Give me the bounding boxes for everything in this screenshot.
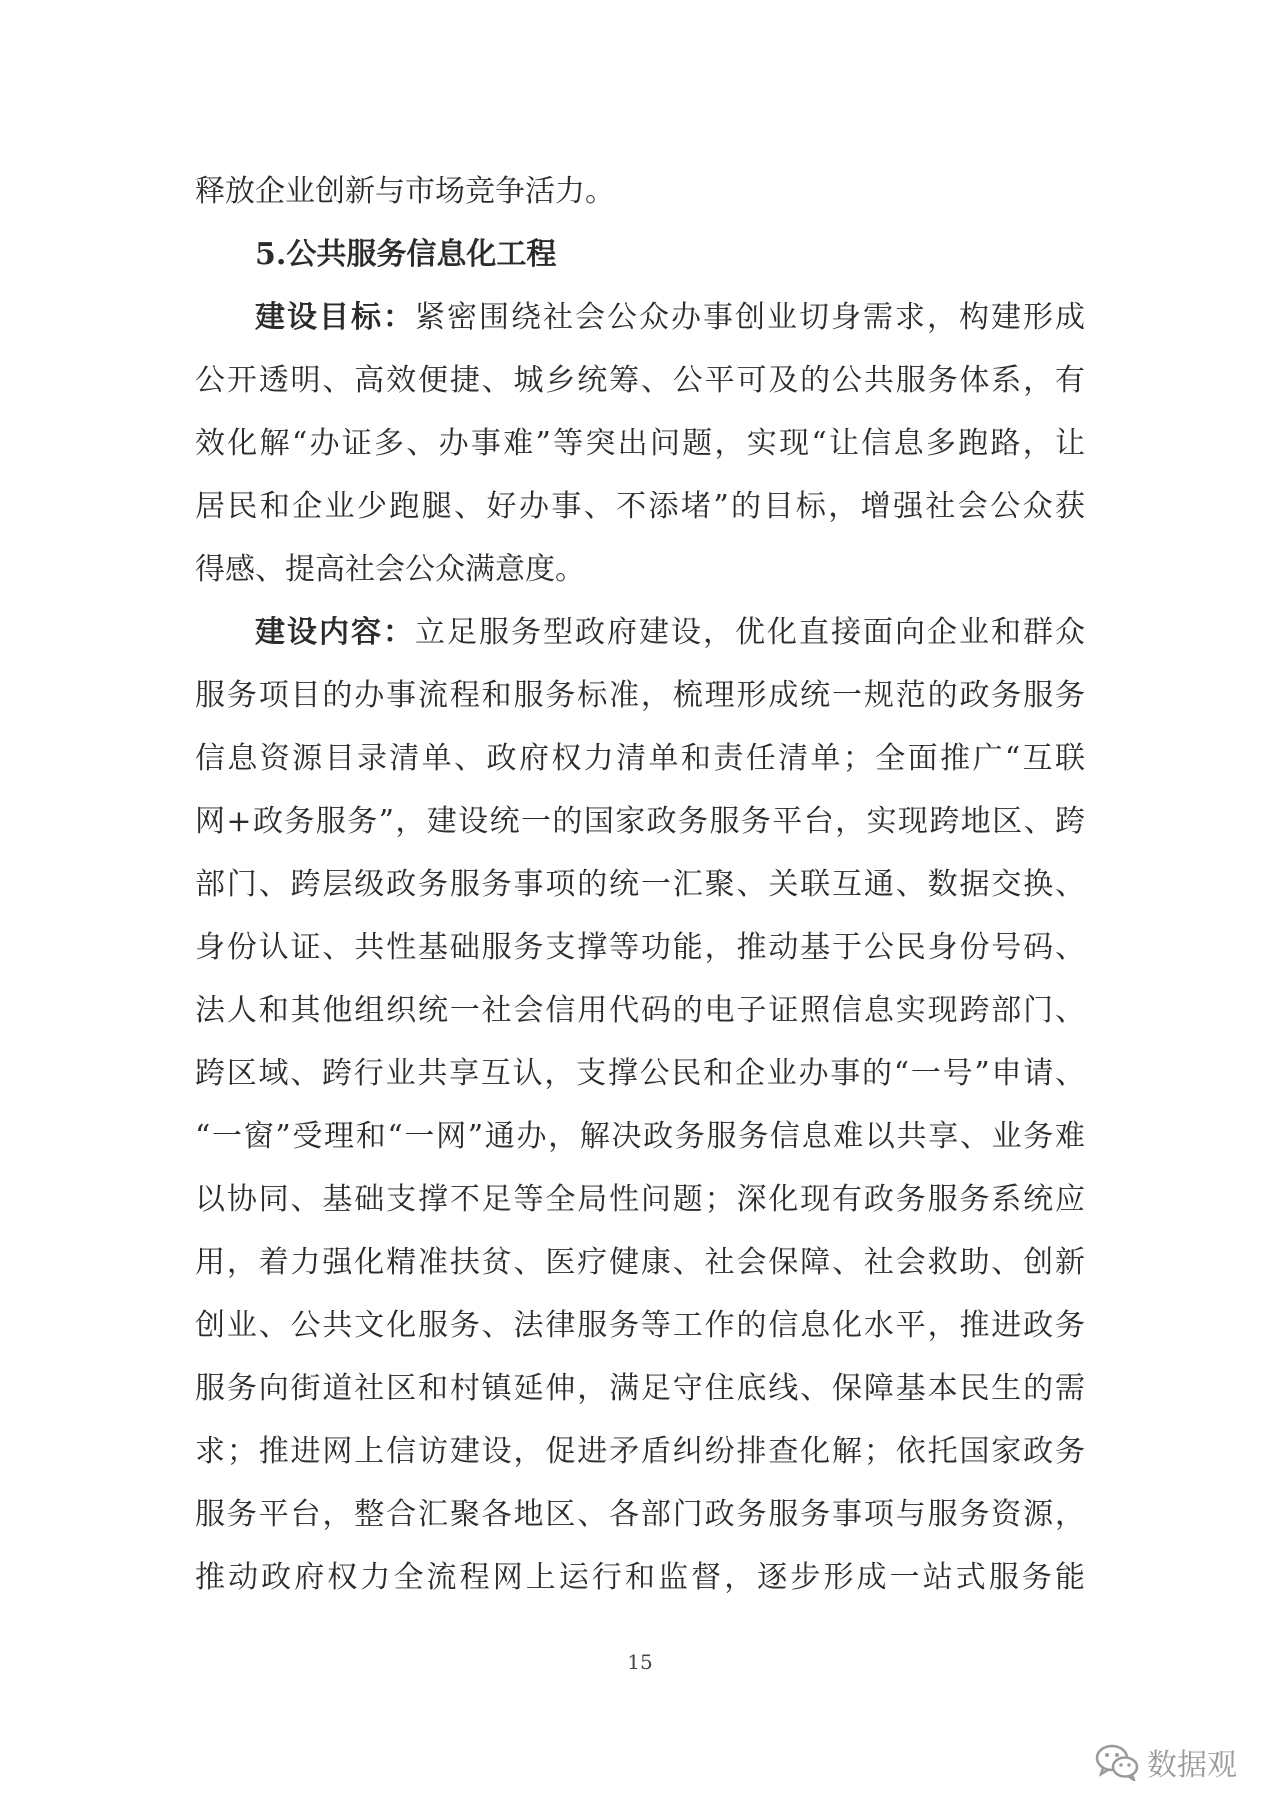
text-line [195, 601, 1085, 664]
text-line: 跨区域、跨行业共享互认，支撑公民和企业办事的“一号”申请、 [195, 1056, 1085, 1091]
section-heading: 5.公共服务信息化工程 [255, 237, 557, 272]
text-line: 得感、提高社会公众满意度。 [195, 552, 585, 587]
text-line: 身份认证、共性基础服务支撑等功能，推动基于公民身份号码、 [195, 930, 1085, 965]
paragraph-label: 建设目标： [255, 300, 415, 335]
text-line: 求；推进网上信访建设，促进矛盾纠纷排查化解；依托国家政务 [195, 1434, 1085, 1469]
watermark [1095, 1740, 1237, 1784]
text-line: “一窗”受理和“一网”通办，解决政务服务信息难以共享、业务难 [195, 1119, 1085, 1154]
watermark-text: 数据观 [1147, 1748, 1237, 1783]
text-line: 以协同、基础支撑不足等全局性问题；深化现有政务服务系统应 [195, 1182, 1085, 1217]
text-line: 法人和其他组织统一社会信用代码的电子证照信息实现跨部门、 [195, 993, 1085, 1028]
text-line: 效化解“办证多、办事难”等突出问题，实现“让信息多跑路，让 [195, 426, 1085, 461]
wechat-icon [1095, 1743, 1139, 1781]
text-line: 释放企业创新与市场竞争活力。 [195, 174, 615, 209]
text-line: 服务项目的办事流程和服务标准，梳理形成统一规范的政务服务 [195, 678, 1085, 713]
document-body [195, 160, 1085, 1609]
text-line: 信息资源目录清单、政府权力清单和责任清单；全面推广“互联 [195, 741, 1085, 776]
paragraph-text: 立足服务型政府建设，优化直接面向企业和群众 [415, 615, 1085, 650]
text-line: 服务向街道社区和村镇延伸，满足守住底线、保障基本民生的需 [195, 1371, 1085, 1406]
text-line: 创业、公共文化服务、法律服务等工作的信息化水平，推进政务 [195, 1308, 1085, 1343]
text-line: 网+政务服务”，建设统一的国家政务服务平台，实现跨地区、跨 [195, 804, 1085, 839]
paragraph-text: 紧密围绕社会公众办事创业切身需求，构建形成 [415, 300, 1085, 335]
text-line: 部门、跨层级政务服务事项的统一汇聚、关联互通、数据交换、 [195, 867, 1085, 902]
text-line: 服务平台，整合汇聚各地区、各部门政务服务事项与服务资源， [195, 1497, 1085, 1532]
page-number: 15 [627, 1650, 653, 1674]
paragraph-label: 建设内容： [255, 615, 415, 650]
text-line: 居民和企业少跑腿、好办事、不添堵”的目标，增强社会公众获 [195, 489, 1085, 524]
text-line: 推动政府权力全流程网上运行和监督，逐步形成一站式服务能 [195, 1560, 1085, 1595]
text-line [195, 286, 1085, 349]
text-line: 公开透明、高效便捷、城乡统筹、公平可及的公共服务体系，有 [195, 363, 1085, 398]
text-line: 用，着力强化精准扶贫、医疗健康、社会保障、社会救助、创新 [195, 1245, 1085, 1280]
